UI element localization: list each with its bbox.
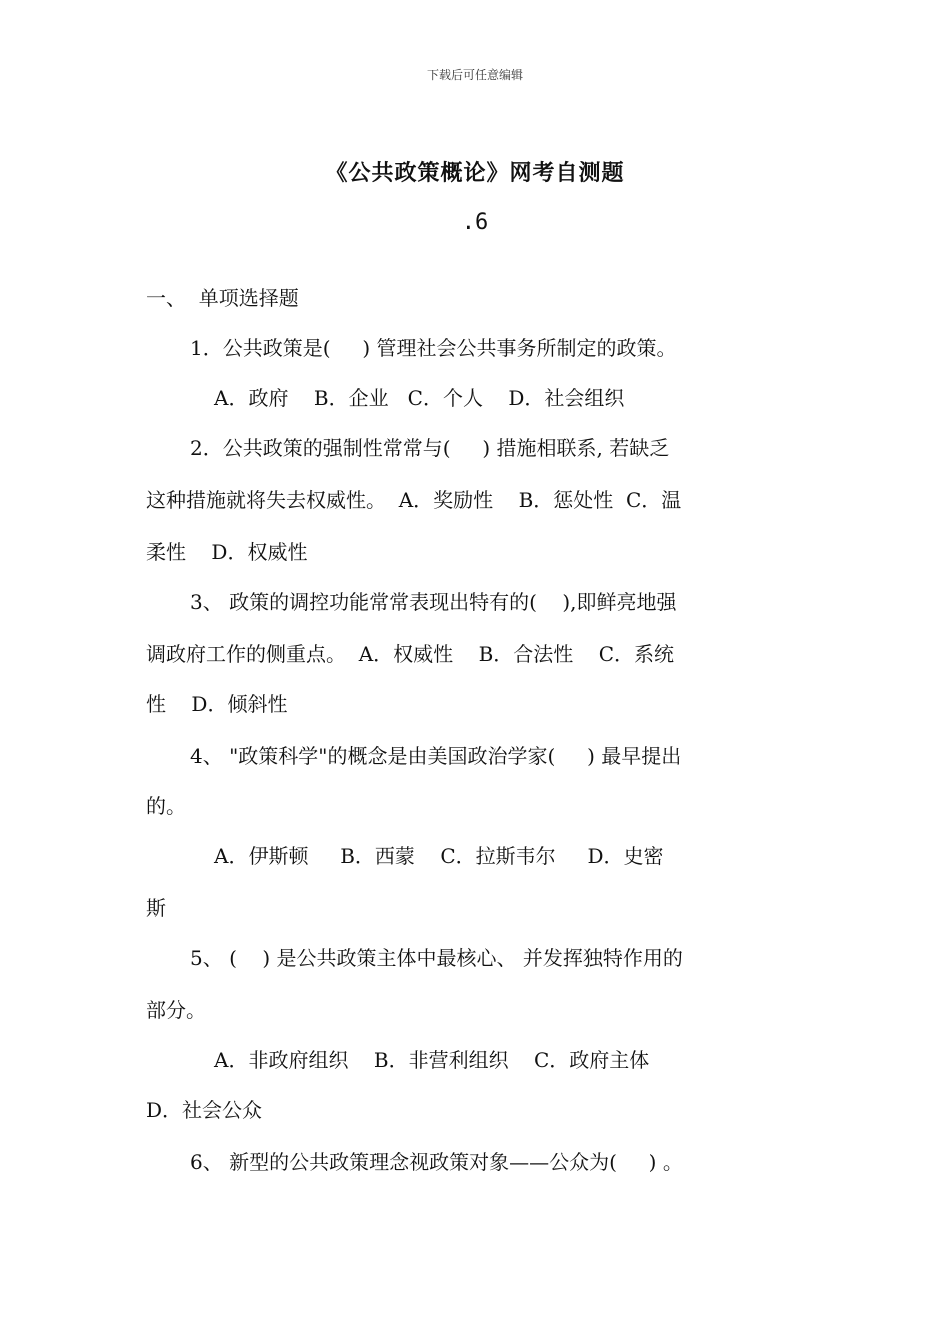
- question-5-line: 5、 ( ) 是公共政策主体中最核心、 并发挥独特作用的: [190, 946, 683, 970]
- question-2-line: 这种措施就将失去权威性。 A．奖励性 B．惩处性 C．温: [146, 488, 682, 512]
- question-2-options: 柔性 D．权威性: [146, 540, 308, 564]
- question-4-options: A．伊斯顿 B．西蒙 C．拉斯韦尔 D．史密: [214, 844, 664, 868]
- question-5-line: 部分。: [146, 998, 206, 1022]
- question-5-options: D．社会公众: [146, 1098, 263, 1122]
- question-3-options: 性 D．倾斜性: [146, 692, 288, 716]
- question-1-options: A．政府 B．企业 C．个人 D．社会组织: [214, 386, 625, 410]
- question-2-line: 2．公共政策的强制性常常与( ) 措施相联系, 若缺乏: [190, 436, 670, 460]
- document-title: 《公共政策概论》网考自测题: [325, 160, 625, 186]
- question-4-line: 的。: [146, 794, 186, 818]
- question-1-line: 1．公共政策是( ) 管理社会公共事务所制定的政策。: [190, 336, 677, 360]
- question-6-line: 6、 新型的公共政策理念视政策对象——公众为( ) 。: [190, 1150, 683, 1174]
- question-3-line: 3、 政策的调控功能常常表现出特有的( ),即鲜亮地强: [190, 590, 677, 614]
- document-subtitle: .6: [461, 210, 489, 235]
- question-4-options: 斯: [146, 896, 166, 920]
- question-5-options: A．非政府组织 B．非营利组织 C．政府主体: [214, 1048, 650, 1072]
- section-heading: 一、 单项选择题: [146, 286, 299, 310]
- header-note: 下载后可任意编辑: [426, 68, 523, 82]
- question-3-line: 调政府工作的侧重点。 A．权威性 B．合法性 C．系统: [146, 642, 675, 666]
- question-4-line: 4、 "政策科学"的概念是由美国政治学家( ) 最早提出: [190, 744, 682, 768]
